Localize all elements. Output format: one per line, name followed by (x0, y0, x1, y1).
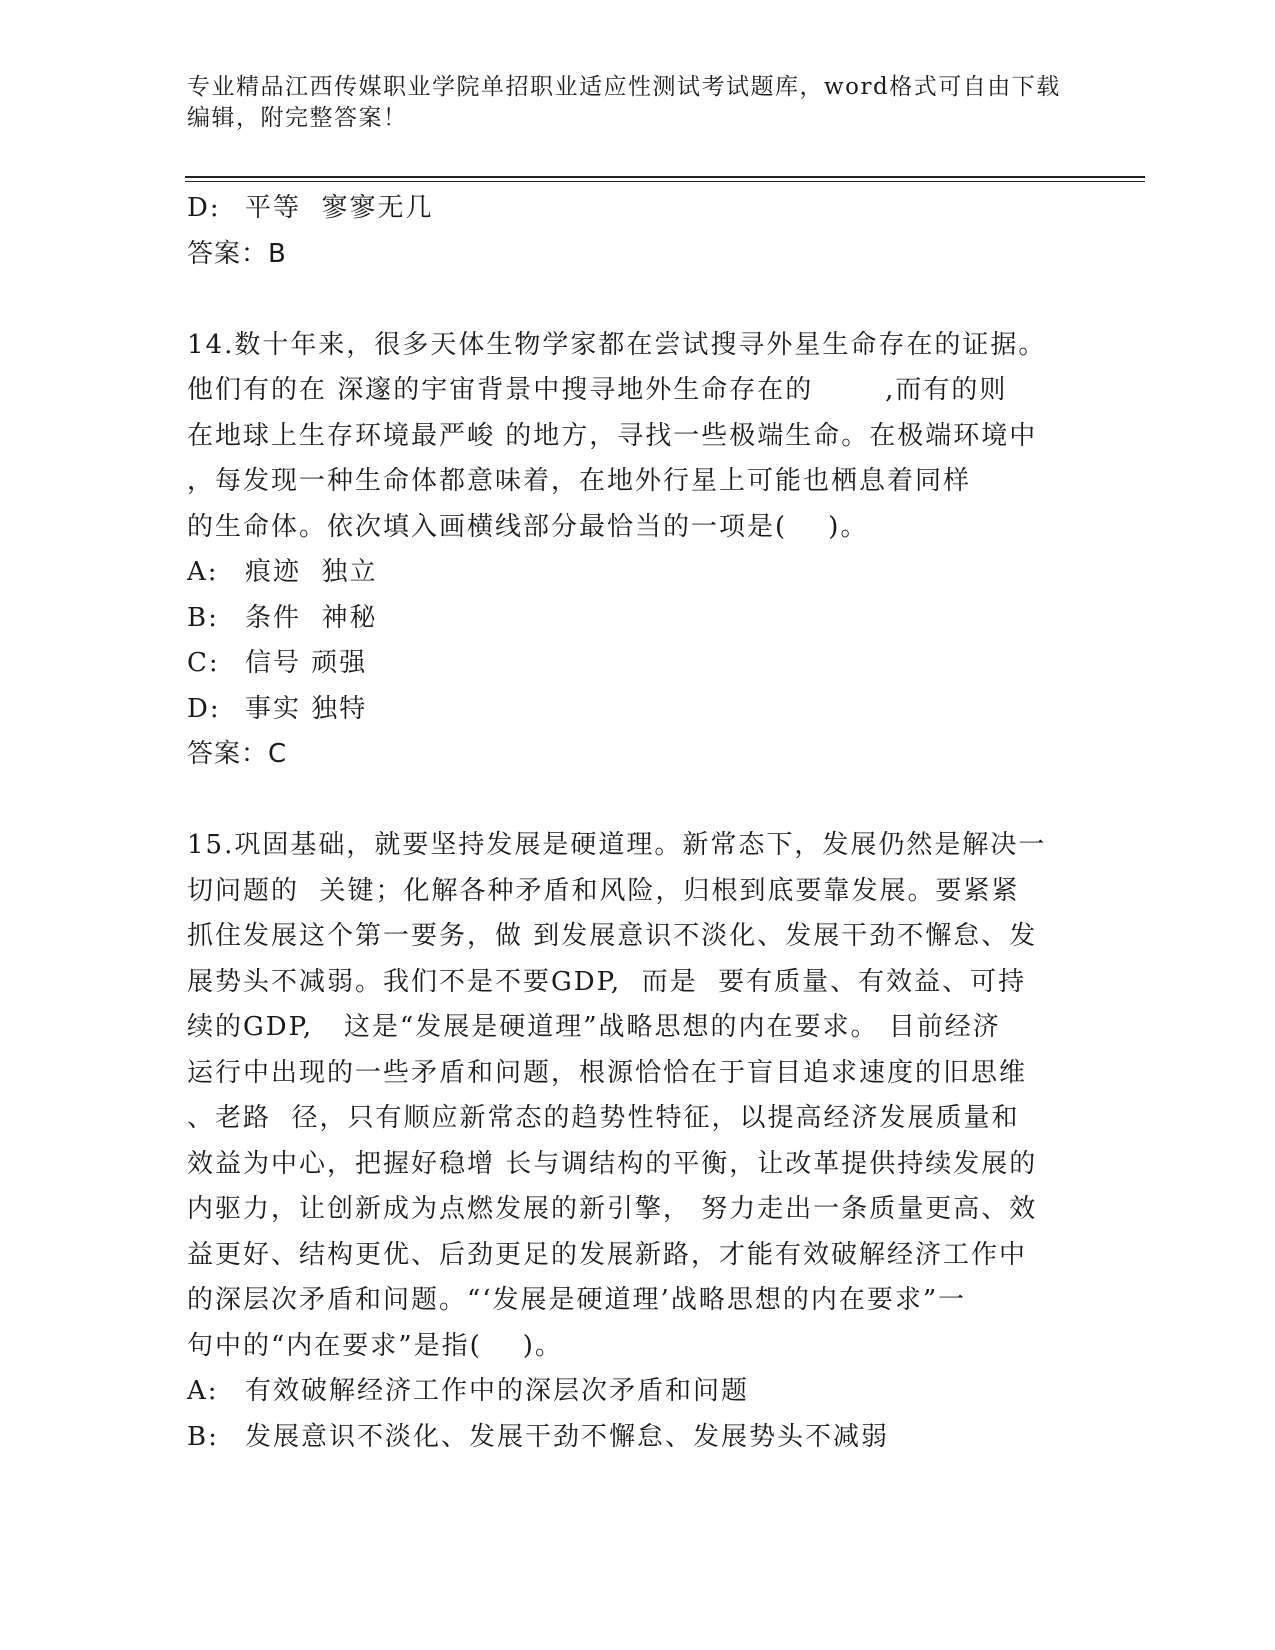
header-divider-thin (185, 181, 1145, 182)
q14-option-d (187, 687, 1087, 733)
question-line: 益更好、结构更优、后劲更足的发展新路，才能有效破解经济工作中 (187, 1239, 1028, 1270)
spacer (187, 277, 1087, 323)
header-line-1: 专业精品江西传媒职业学院单招职业适应性测试考试题库，word格式可自由下载 (187, 74, 1061, 100)
question-line: 续的GDP, 这是“发展是硬道理”战略思想的内在要求。 目前经济 (187, 1012, 1001, 1042)
q14-option-c (187, 641, 1087, 687)
q13-option-d (187, 186, 1087, 232)
question-line: 在地球上生存环境最严峻 的地方，寻找一些极端生命。在极端环境中 (187, 420, 1038, 451)
header-line-2: 编辑，附完整答案！ (187, 105, 408, 131)
question-15 (187, 823, 1087, 1460)
option-text: 有效破解经济工作中的深层次矛盾和问题 (245, 1376, 750, 1406)
option-text: 平等 寥寥无几 (245, 193, 434, 223)
question-line: 的深层次矛盾和问题。“‘发展是硬道理’战略思想的内在要求”一 (187, 1285, 967, 1315)
option-letter: B: (187, 1421, 219, 1452)
question-line: 15.巩固基础，就要坚持发展是硬道理。新常态下，发展仍然是解决一 (187, 830, 1047, 860)
question-line: 句中的“内在要求”是指( )。 (187, 1330, 563, 1361)
spacer (187, 778, 1087, 824)
q14-answer: 答案：C (187, 739, 288, 769)
question-line: 运行中出现的一些矛盾和问题，根源恰恰在于盲目追求速度的旧思维 (187, 1057, 1028, 1088)
option-letter: A: (187, 1376, 219, 1406)
option-text: 发展意识不淡化、发展干劲不懈怠、发展势头不减弱 (245, 1421, 890, 1452)
question-line: 展势头不减弱。我们不是不要GDP, 而是 要有质量、有效益、可持 (187, 966, 1027, 997)
option-letter: D: (187, 193, 221, 223)
option-text: 条件 神秘 (245, 602, 378, 633)
option-text: 信号 顽强 (245, 648, 368, 678)
question-line: 切问题的 关键；化解各种矛盾和风险，归根到底要靠发展。要紧紧 (187, 875, 1020, 906)
question-line: 抓住发展这个第一要务，做 到发展意识不淡化、发展干劲不懈怠、发 (187, 921, 1038, 951)
page-header (187, 72, 1067, 134)
q15-option-a (187, 1369, 1087, 1415)
option-letter: D: (187, 693, 221, 724)
question-line: 他们有的在 深邃的宇宙背景中搜寻地外生命存在的 ,而有的则 (187, 375, 1008, 405)
question-line: 效益为中心，把握好稳增 长与调结构的平衡，让改革提供持续发展的 (187, 1148, 1038, 1179)
question-line: 的生命体。依次填入画横线部分最恰当的一项是( )。 (187, 511, 869, 542)
option-letter: B: (187, 602, 219, 633)
question-line: 内驱力，让创新成为点燃发展的新引擎， 努力走出一条质量更高、效 (187, 1194, 1038, 1224)
header-divider-thick (185, 176, 1145, 178)
question-line: 14.数十年来，很多天体生物学家都在尝试搜寻外星生命存在的证据。 (187, 329, 1047, 360)
option-text: 事实 独特 (245, 693, 368, 724)
option-text: 痕迹 独立 (245, 557, 378, 587)
q15-option-b (187, 1415, 1087, 1461)
option-letter: A: (187, 557, 219, 587)
q14-option-b (187, 596, 1087, 642)
question-14 (187, 323, 1087, 778)
question-line: ，每发现一种生命体都意味着，在地外行星上可能也栖息着同样 (187, 466, 972, 496)
question-line: 、老路 径，只有顺应新常态的趋势性特征，以提高经济发展质量和 (187, 1103, 1020, 1133)
option-letter: C: (187, 648, 220, 678)
q14-option-a (187, 550, 1087, 596)
document-body (187, 186, 1087, 1460)
q13-answer: 答案：B (187, 238, 287, 269)
